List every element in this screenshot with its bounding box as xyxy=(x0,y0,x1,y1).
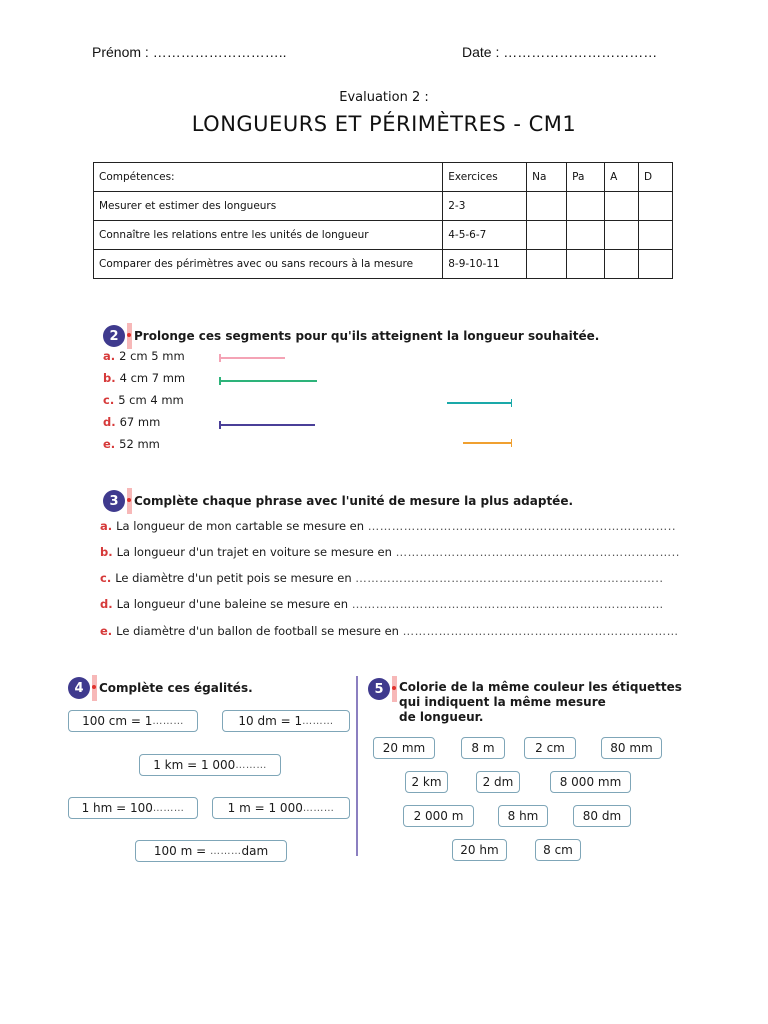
competence-cell: Comparer des périmètres avec ou sans recours à la mesure xyxy=(94,250,443,279)
equality-box[interactable] xyxy=(68,710,198,732)
grade-cell-na[interactable] xyxy=(527,221,567,250)
item-letter: e. xyxy=(103,437,116,451)
skills-table xyxy=(93,162,673,279)
item-text: 5 cm 4 mm xyxy=(118,393,184,407)
table-header: D xyxy=(639,163,673,192)
grade-cell-na[interactable] xyxy=(527,250,567,279)
item-letter: d. xyxy=(100,597,113,611)
item-letter: b. xyxy=(100,545,113,559)
prenom-field: Prénom : ……………………….. xyxy=(92,44,287,60)
item-text: La longueur de mon cartable se mesure en xyxy=(116,519,365,533)
segment-tick xyxy=(219,421,221,429)
exercise-instruction: Prolonge ces segments pour qu'ils atteignent la longueur souhaitée. xyxy=(134,329,600,343)
exercise-number-badge xyxy=(68,677,90,699)
exercise-3-heading xyxy=(103,490,573,512)
exercise-instruction-line: Colorie de la même couleur les étiquettes xyxy=(399,680,682,694)
exercise-number-badge xyxy=(368,678,390,700)
bullet-dot-icon xyxy=(392,686,396,690)
exercise-4-heading xyxy=(68,677,253,699)
exercise-2-heading xyxy=(103,325,599,347)
exercices-cell: 4-5-6-7 xyxy=(443,221,527,250)
item-letter: c. xyxy=(100,571,112,585)
item-text: Le diamètre d'un petit pois se mesure en xyxy=(115,571,352,585)
grade-cell-pa[interactable] xyxy=(567,250,605,279)
measure-label[interactable]: 20 hm xyxy=(452,839,507,861)
item-letter: c. xyxy=(103,393,115,407)
grade-cell-pa[interactable] xyxy=(567,192,605,221)
equality-box[interactable] xyxy=(212,797,350,819)
exercices-cell: 8-9-10-11 xyxy=(443,250,527,279)
sentence-item-e xyxy=(100,624,679,638)
segment-c xyxy=(447,402,512,404)
table-header: Compétences: xyxy=(94,163,443,192)
segment-tick xyxy=(511,399,513,407)
answer-blank[interactable]: ……… xyxy=(302,715,334,727)
grade-cell-pa[interactable] xyxy=(567,221,605,250)
item-text: 2 cm 5 mm xyxy=(119,349,185,363)
grade-cell-na[interactable] xyxy=(527,192,567,221)
equality-box[interactable] xyxy=(68,797,198,819)
table-row xyxy=(94,221,673,250)
answer-blank[interactable]: ……… xyxy=(235,759,267,771)
grade-cell-d[interactable] xyxy=(639,192,673,221)
exercise-number: 3 xyxy=(109,493,119,509)
exercise-number-badge xyxy=(103,325,125,347)
segment-item-e xyxy=(103,437,160,451)
exercise-instruction: Complète ces égalités. xyxy=(99,681,253,695)
segment-tick xyxy=(219,354,221,362)
measure-label[interactable]: 80 mm xyxy=(601,737,662,759)
grade-cell-a[interactable] xyxy=(605,192,639,221)
equality-text: 100 cm = 1 xyxy=(82,714,153,728)
exercise-instruction: Complète chaque phrase avec l'unité de mesure la plus adaptée. xyxy=(134,494,574,508)
grade-cell-d[interactable] xyxy=(639,250,673,279)
item-text: La longueur d'un trajet en voiture se mesure en xyxy=(116,545,392,559)
segment-tick xyxy=(511,439,513,447)
answer-blank[interactable]: ………………………………………………………………….. xyxy=(367,519,677,533)
table-header: Na xyxy=(527,163,567,192)
exercise-5-heading xyxy=(368,678,682,725)
item-letter: b. xyxy=(103,371,116,385)
bullet-dot-icon xyxy=(127,333,131,337)
equality-suffix: dam xyxy=(241,844,269,858)
answer-blank[interactable]: ……… xyxy=(152,802,185,814)
equality-text: 100 m = xyxy=(153,844,207,858)
exercise-instruction-line: de longueur. xyxy=(399,710,484,724)
answer-blank[interactable]: ……… xyxy=(302,802,335,814)
segment-item-d xyxy=(103,415,160,429)
sentence-item-d xyxy=(100,597,664,611)
table-header: A xyxy=(605,163,639,192)
segment-e xyxy=(463,442,512,444)
item-text: La longueur d'une baleine se mesure en xyxy=(116,597,349,611)
segment-tick xyxy=(219,377,221,385)
measure-label[interactable]: 80 dm xyxy=(573,805,631,827)
grade-cell-a[interactable] xyxy=(605,221,639,250)
equality-text: 1 km = 1 000 xyxy=(153,758,236,772)
table-header: Exercices xyxy=(443,163,527,192)
grade-cell-d[interactable] xyxy=(639,221,673,250)
competence-cell: Connaître les relations entre les unités de longueur xyxy=(94,221,443,250)
exercise-number: 2 xyxy=(109,328,119,344)
item-letter: d. xyxy=(103,415,116,429)
item-text: 52 mm xyxy=(119,437,160,451)
competence-cell: Mesurer et estimer des longueurs xyxy=(94,192,443,221)
measure-label[interactable]: 20 mm xyxy=(373,737,435,759)
bullet-dot-icon xyxy=(127,498,131,502)
answer-blank[interactable]: …………………………………………………………… xyxy=(402,624,679,638)
table-header-row xyxy=(94,163,673,192)
bullet-dot-icon xyxy=(92,685,96,689)
exercise-instruction-line: qui indiquent la même mesure xyxy=(399,695,606,709)
sentence-item-c xyxy=(100,571,664,585)
equality-text: 1 m = 1 000 xyxy=(227,801,303,815)
exercise-number: 4 xyxy=(74,680,84,696)
segment-item-b xyxy=(103,371,185,385)
equality-text: 1 hm = 100 xyxy=(81,801,153,815)
item-text: 67 mm xyxy=(119,415,161,429)
measure-label[interactable]: 2 dm xyxy=(476,771,520,793)
measure-label[interactable]: 2 000 m xyxy=(403,805,474,827)
item-letter: a. xyxy=(103,349,116,363)
measure-label[interactable]: 8 m xyxy=(461,737,505,759)
segment-a xyxy=(219,357,285,359)
answer-blank[interactable]: ……… xyxy=(209,845,242,857)
sentence-item-a xyxy=(100,519,676,533)
table-row xyxy=(94,192,673,221)
exercise-number-badge xyxy=(103,490,125,512)
segment-item-a xyxy=(103,349,185,363)
measure-label[interactable]: 8 000 mm xyxy=(550,771,631,793)
answer-blank[interactable]: …………………………………………………………………… xyxy=(351,597,664,611)
segment-d xyxy=(219,424,315,426)
equality-box[interactable] xyxy=(222,710,350,732)
exercise-number: 5 xyxy=(374,681,384,697)
equality-text: 10 dm = 1 xyxy=(238,714,303,728)
measure-label[interactable]: 2 cm xyxy=(524,737,576,759)
segment-item-c xyxy=(103,393,184,407)
date-field: Date : …………………………… xyxy=(462,44,658,60)
sentence-item-b xyxy=(100,545,680,559)
column-divider xyxy=(356,676,358,856)
item-text: 4 cm 7 mm xyxy=(119,371,186,385)
exercices-cell: 2-3 xyxy=(443,192,527,221)
item-letter: e. xyxy=(100,624,113,638)
item-text: Le diamètre d'un ballon de football se mesure en xyxy=(116,624,399,638)
table-header: Pa xyxy=(567,163,605,192)
answer-blank[interactable]: ……… xyxy=(152,715,184,727)
equality-box[interactable] xyxy=(135,840,287,862)
page-title: LONGUEURS ET PÉRIMÈTRES - CM1 xyxy=(191,112,577,136)
item-letter: a. xyxy=(100,519,113,533)
answer-blank[interactable]: ………………………………………………………………….. xyxy=(355,571,664,585)
measure-label[interactable]: 2 km xyxy=(405,771,448,793)
evaluation-subtitle: Evaluation 2 : xyxy=(339,90,429,105)
answer-blank[interactable]: …………………………………………………………….. xyxy=(395,545,680,559)
measure-label[interactable]: 8 cm xyxy=(535,839,581,861)
equality-box[interactable] xyxy=(139,754,281,776)
measure-label[interactable]: 8 hm xyxy=(498,805,548,827)
segment-b xyxy=(219,380,317,382)
grade-cell-a[interactable] xyxy=(605,250,639,279)
table-row xyxy=(94,250,673,279)
